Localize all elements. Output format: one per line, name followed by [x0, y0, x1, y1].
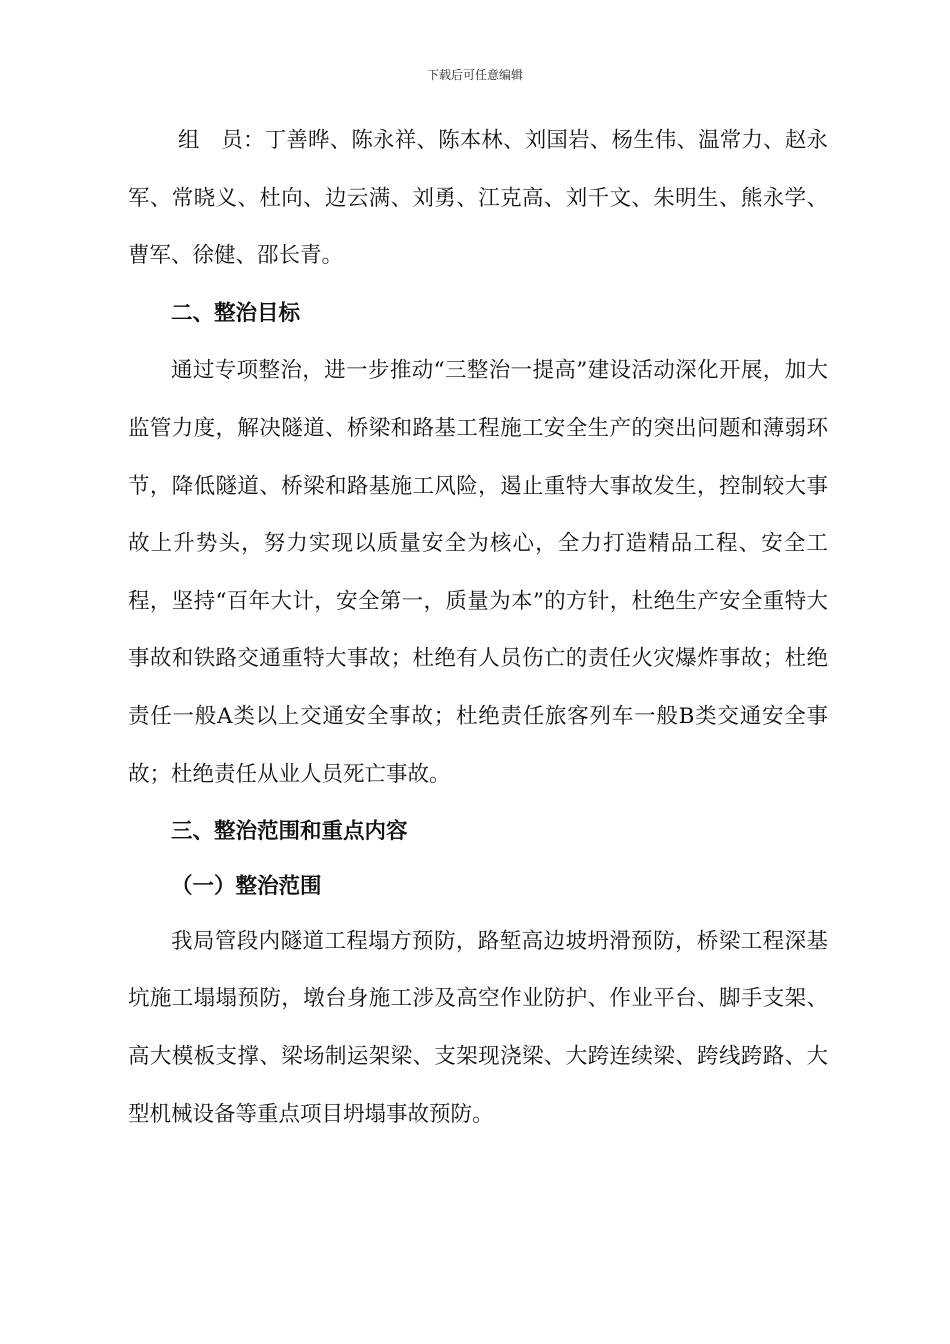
members-paragraph: 组 员：丁善晔、陈永祥、陈本林、刘国岩、杨生伟、温常力、赵永军、常晓义、杜向、边云满、刘勇、江克高、刘千文、朱明生、熊永学、曹军、徐健、邵长青。	[128, 128, 828, 269]
scope-paragraph: 我局管段内隧道工程塌方预防，路堑高边坡坍滑预防，桥梁工程深基坑施工塌塌预防，墩台身施工涉及高空作业防护、作业平台、脚手支架、高大模板支撑、梁场制运架梁、支架现浇梁、大跨连续梁、跨线跨路、大型机械设备等重点项目坍塌事故预防。	[128, 928, 828, 1127]
subsection-heading-scope: （一）整治范围	[171, 873, 322, 899]
section-heading-scope: 三、整治范围和重点内容	[171, 819, 408, 845]
page-header: 下载后可任意编辑	[426, 68, 523, 82]
document-body	[128, 112, 828, 1143]
goals-paragraph: 通过专项整治，进一步推动“三整治一提高”建设活动深化开展，加大监管力度，解决隧道、桥梁和路基工程施工安全生产的突出问题和薄弱环节，降低隧道、桥梁和路基施工风险，遏止重特大事故发生，控制较大事故上升势头，努力实现以质量安全为核心，全力打造精品工程、安全工程，坚持“百年大计，安全第一，质量为本”的方针，杜绝生产安全重特大事故和铁路交通重特大事故；杜绝有人员伤亡的责任火灾爆炸事故；杜绝责任一般A类以上交通安全事故；杜绝责任旅客列车一般B类交通安全事故；杜绝责任从业人员死亡事故。	[128, 358, 828, 787]
section-heading-goals: 二、整治目标	[171, 300, 301, 326]
